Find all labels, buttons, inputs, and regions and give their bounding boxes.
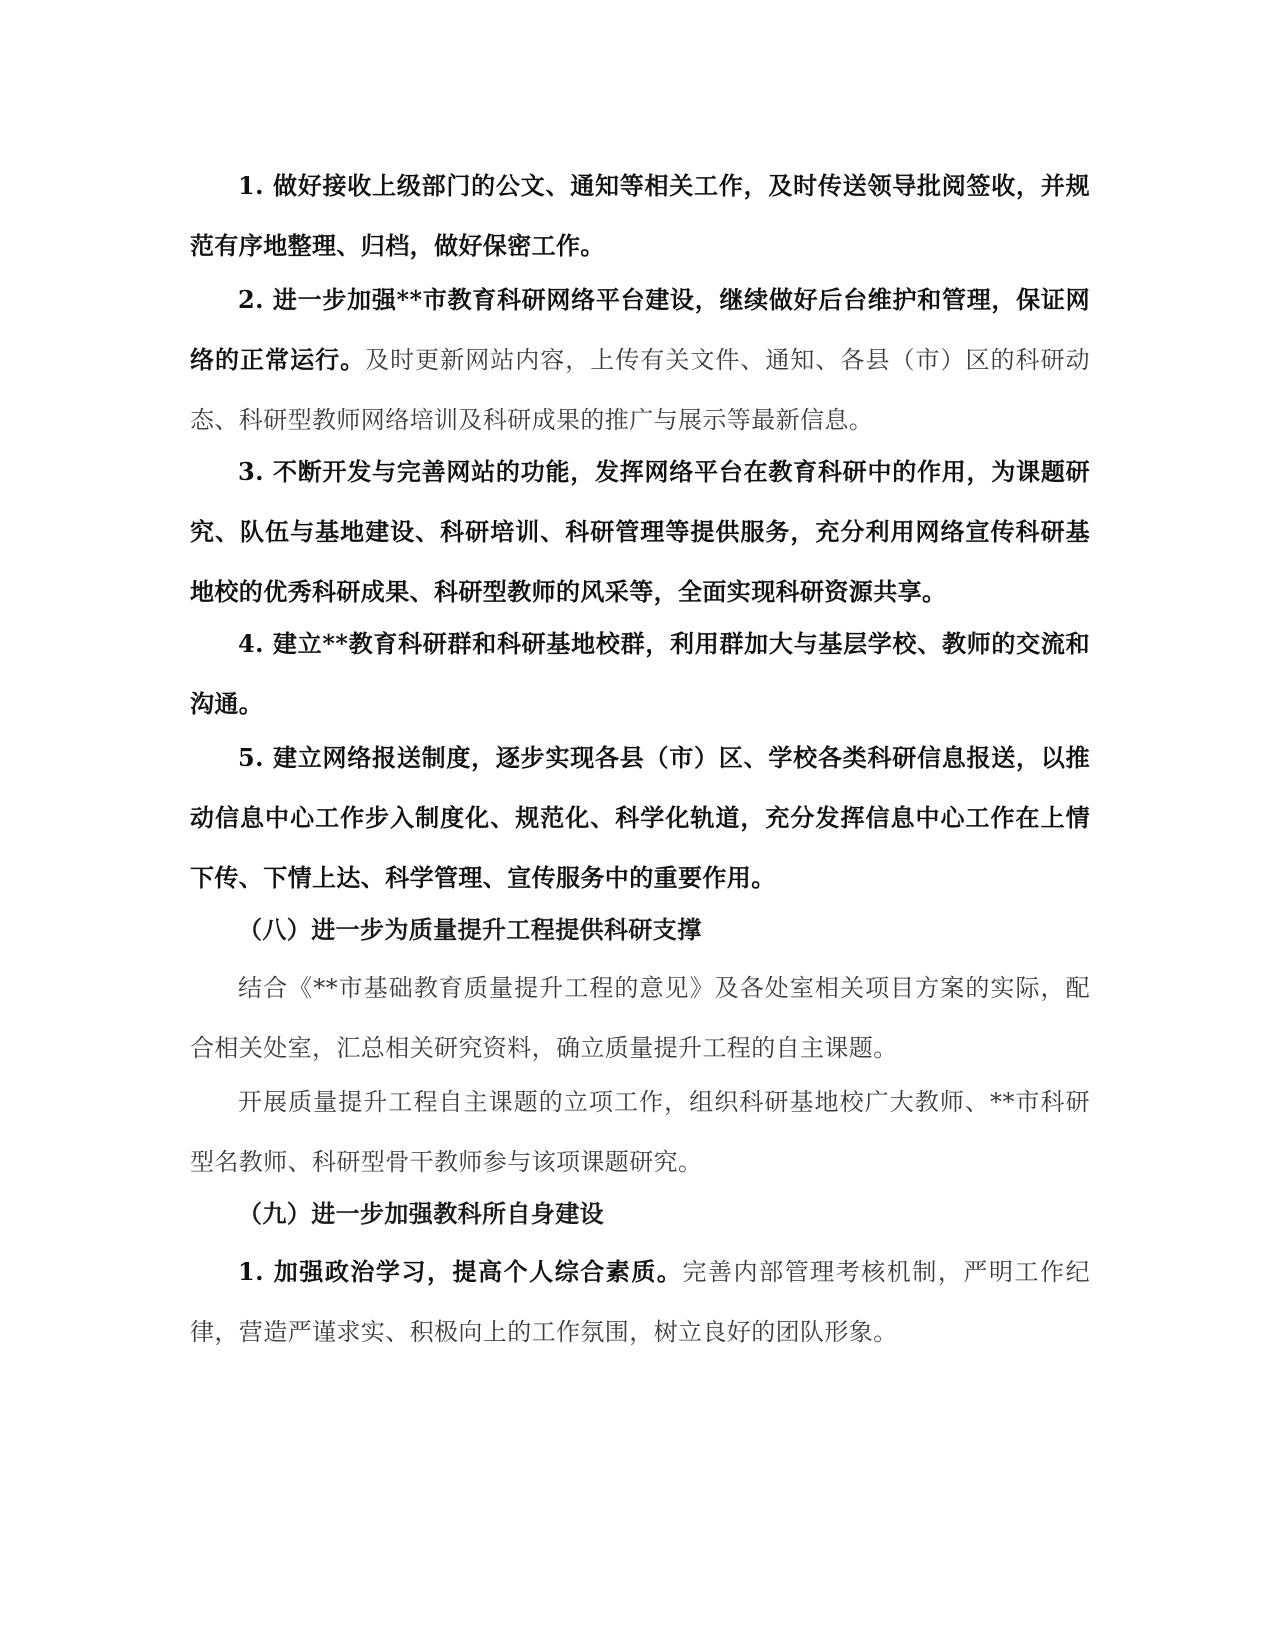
paragraph-6-normal: 结合《**市基础教育质量提升工程的意见》及各处室相关项目方案的实际，配合相关处室，汇总相关研究资料，确立质量提升工程的自主课题。 — [190, 974, 1090, 1062]
paragraph-4-bold: 4. 建立**教育科研群和科研基地校群，利用群加大与基层学校、教师的交流和沟通。 — [190, 629, 1090, 718]
section-heading-9: （九）进一步加强教科所自身建设 — [238, 1199, 604, 1228]
paragraph-2-normal: 及时更新网站内容，上传有关文件、通知、各县（市）区的科研动态、科研型教师网络培训及科研成果的推广与展示等最新信息。 — [190, 346, 1090, 434]
paragraph-1 — [190, 156, 1090, 276]
paragraph-1-bold: 1. 做好接收上级部门的公文、通知等相关工作，及时传送领导批阅签收，并规范有序地整理、归档，做好保密工作。 — [190, 171, 1090, 260]
paragraph-4 — [190, 614, 1090, 734]
paragraph-2-bold: 2. 进一步加强**市教育科研网络平台建设，继续做好后台维护和管理，保证网络的正常运行。 — [190, 285, 1090, 374]
paragraph-5 — [190, 728, 1090, 908]
paragraph-3-bold: 3. 不断开发与完善网站的功能，发挥网络平台在教育科研中的作用，为课题研究、队伍与基地建设、科研培训、科研管理等提供服务，充分利用网络宣传科研基地校的优秀科研成果、科研型教师的风采等，全面实现科研资源共享。 — [190, 457, 1090, 606]
section-heading-8: （八）进一步为质量提升工程提供科研支撑 — [238, 915, 702, 944]
paragraph-5-bold: 5. 建立网络报送制度，逐步实现各县（市）区、学校各类科研信息报送，以推动信息中心工作步入制度化、规范化、科学化轨道，充分发挥信息中心工作在上情下传、下情上达、科学管理、宣传服务中的重要作用。 — [190, 743, 1090, 892]
paragraph-3 — [190, 442, 1090, 622]
paragraph-8-normal: 完善内部管理考核机制，严明工作纪律，营造严谨求实、积极向上的工作氛围，树立良好的团队形象。 — [190, 1258, 1090, 1346]
paragraph-6 — [190, 958, 1090, 1078]
paragraph-2 — [190, 270, 1090, 450]
paragraph-7 — [190, 1072, 1090, 1192]
paragraph-8 — [190, 1242, 1090, 1362]
paragraph-8-bold: 1. 加强政治学习，提高个人综合素质。 — [238, 1257, 683, 1286]
paragraph-7-normal: 开展质量提升工程自主课题的立项工作，组织科研基地校广大教师、**市科研型名教师、科研型骨干教师参与该项课题研究。 — [190, 1088, 1090, 1176]
